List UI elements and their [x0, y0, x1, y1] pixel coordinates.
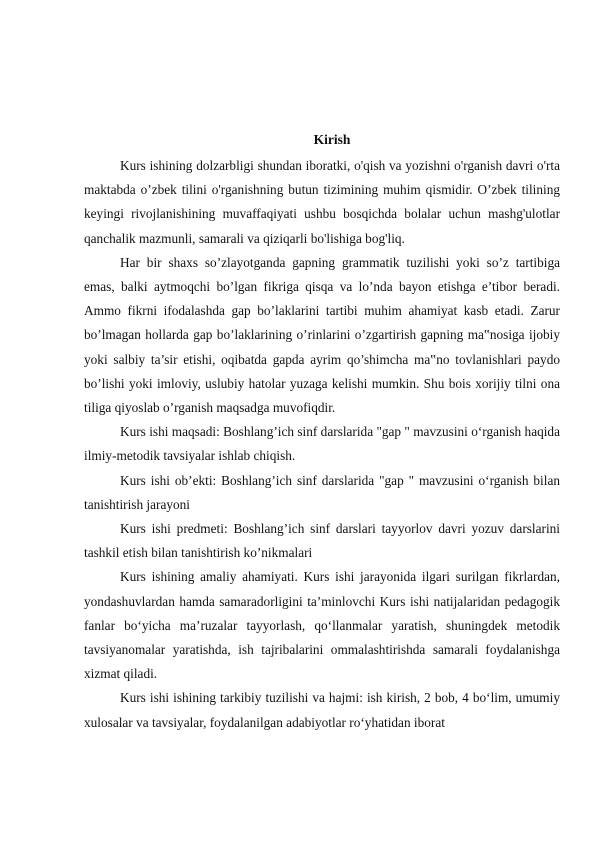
paragraph-goal: Kurs ishi maqsadi: Boshlang’ich sinf darslarida "gap " mavzusini o‘rganish haqida ilmiy-metodik tavsiyalar ishlab chiqish.: [84, 424, 560, 464]
paragraph-practical-value: Kurs ishining amaliy ahamiyati. Kurs ishi jarayonida ilgari surilgan fikrlardan, yondashuvlardan hamda samaradorligini ta’minlovchi Kurs ishi natijalaridan pedagogik fanlar bo‘yicha ma’ruzalar tayyorlash, qo‘llanmalar yaratish, shuningdek metodik tavsiyanomalar yaratishda, ish tajribalarini ommalashtirishda samarali foydalanishga xizmat qiladi.: [84, 569, 560, 682]
paragraph-word-order: Har bir shaxs so’zlayotganda gapning grammatik tuzilishi yoki so’z tartibiga emas, balki aytmoqchi bo’lgan fikriga qisqa va lo’nda bayon etishga e’tibor beradi. Ammo fikrni ifodalashda gap bo’laklarini tartibi muhim ahamiyat kasb etadi. Zarur bo’lmagan hollarda gap bo’laklarining o’rinlarini o’zgartirish gapning ma‟nosiga ijobiy yoki salbiy ta’sir etishi, oqibatda gapda ayrim qo’shimcha ma‟no tovlanishlari paydo bo’lishi yoki imloviy, uslubiy hatolar yuzaga kelishi mumkin. Shu bois xorijiy tilni ona tiliga qiyoslab o’rganish maqsadga muvofiqdir.: [84, 254, 560, 416]
paragraph-object: Kurs ishi ob’ekti: Boshlang’ich sinf darslarida "gap " mavzusini o‘rganish bilan tanishtirish jarayoni: [84, 472, 560, 512]
paragraph-subject: Kurs ishi predmeti: Boshlang’ich sinf darslari tayyorlov davri yozuv darslarini tashkil etish bilan tanishtirish ko’nikmalari: [84, 521, 560, 561]
paragraph-structure: Kurs ishi ishining tarkibiy tuzilishi va hajmi: ish kirish, 2 bob, 4 bo‘lim, umumiy xulosalar va tavsiyalar, foydalanilgan adabiyotlar ro‘yhatidan iborat: [84, 690, 560, 730]
page-title: Kirish: [313, 132, 351, 147]
paragraph-relevance: Kurs ishining dolzarbligi shundan iboratki, o'qish va yozishni o'rganish davri o'rta maktabda o’zbek tilini o'rganishning butun tizimining muhim qismidir. O’zbek tilining keyingi rivojlanishining muvaffaqiyati ushbu bosqichda bolalar uchun mashg'ulotlar qanchalik mazmunli, samarali va qiziqarli bo'lishiga bog'liq.: [84, 158, 560, 246]
document-page: [84, 131, 560, 735]
